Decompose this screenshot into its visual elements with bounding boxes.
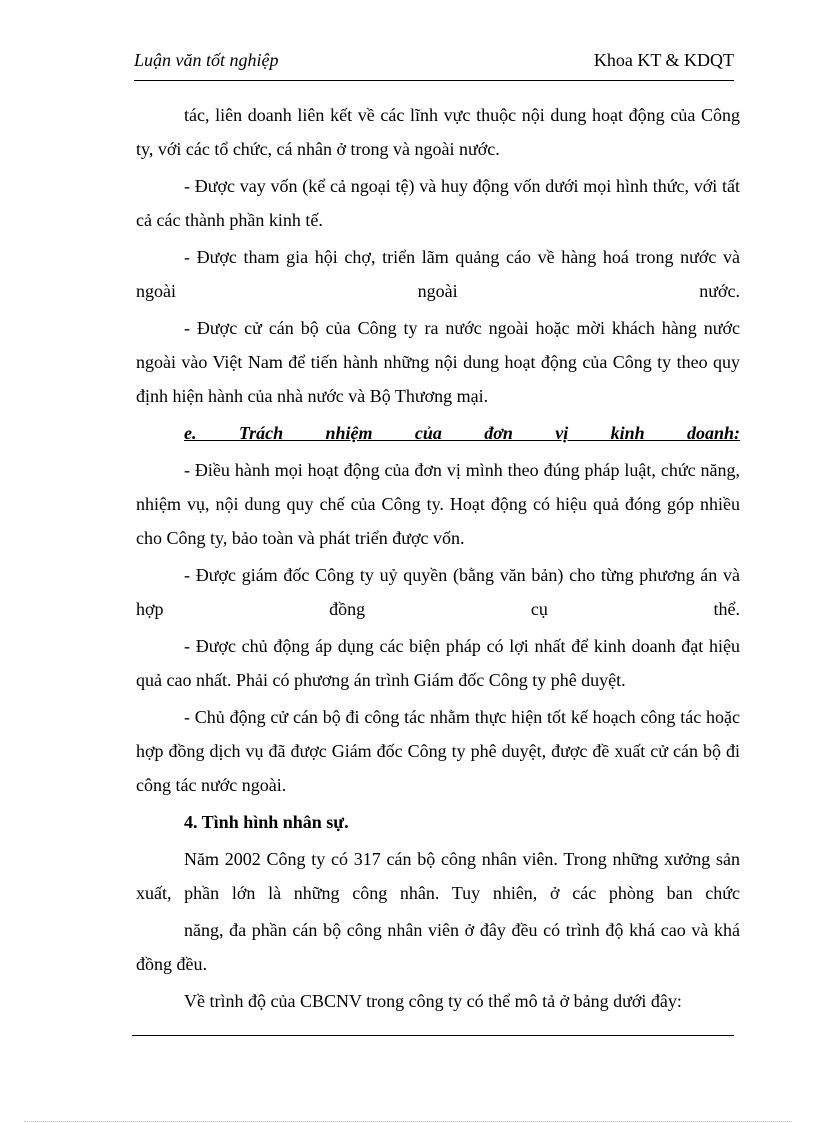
paragraph-capital: - Được vay vốn (kể cả ngoại tệ) và huy động vốn dưới mọi hình thức, với tất cả các thành phần kinh tế. [136, 176, 740, 230]
paragraph-staff-count: Năm 2002 Công ty có 317 cán bộ công nhân viên. Trong những xưởng sản xuất, phần lớn là những công nhân. Tuy nhiên, ở các phòng ban chức [136, 849, 740, 903]
paragraph-table-intro: Về trình độ của CBCNV trong công ty có thể mô tả ở bảng dưới đây: [184, 991, 682, 1011]
paragraph-management: - Điều hành mọi hoạt động của đơn vị mình theo đúng pháp luật, chức năng, nhiệm vụ, nội dung quy chế của Công ty. Hoạt động có hiệu quả đóng góp nhiều cho Công ty, bảo toàn và phát triển được vốn. [136, 460, 740, 548]
paragraph-authorization: - Được giám đốc Công ty uỷ quyền (bằng văn bản) cho từng phương án và hợp đồng cụ thể. [136, 565, 740, 619]
section-heading-e: e. Trách nhiệm của đơn vị kinh doanh: [184, 423, 740, 443]
document-body [136, 98, 740, 1018]
paragraph-business-trips: - Chủ động cử cán bộ đi công tác nhằm thực hiện tốt kế hoạch công tác hoặc hợp đồng dịch vụ đã được Giám đốc Công ty phê duyệt, được đề xuất cử cán bộ đi công tác nước ngoài. [136, 707, 740, 795]
page-header [134, 46, 734, 81]
section-heading-4: 4. Tình hình nhân sự. [184, 812, 349, 832]
footer-rule [132, 1035, 734, 1036]
paragraph-staff-quality: năng, đa phần cán bộ công nhân viên ở đây đều có trình độ khá cao và khá đồng đều. [136, 920, 740, 974]
paragraph-trade-fair: - Được tham gia hội chợ, triển lãm quảng cáo về hàng hoá trong nước và ngoài ngoài nước. [136, 247, 740, 301]
paragraph-measures: - Được chủ động áp dụng các biện pháp có lợi nhất để kinh doanh đạt hiệu quả cao nhất. Phải có phương án trình Giám đốc Công ty phê duyệt. [136, 636, 740, 690]
header-faculty: Khoa KT & KDQT [593, 50, 734, 70]
paragraph-partnership: tác, liên doanh liên kết về các lĩnh vực thuộc nội dung hoạt động của Công ty, với các tổ chức, cá nhân ở trong và ngoài nước. [136, 105, 740, 159]
header-thesis-title: Luận văn tốt nghiệp [134, 50, 279, 70]
page-edge [24, 1121, 792, 1122]
paragraph-delegation: - Được cử cán bộ của Công ty ra nước ngoài hoặc mời khách hàng nước ngoài vào Việt Nam để tiến hành những nội dung hoạt động của Công ty theo quy định hiện hành của nhà nước và Bộ Thương mại. [136, 318, 740, 406]
